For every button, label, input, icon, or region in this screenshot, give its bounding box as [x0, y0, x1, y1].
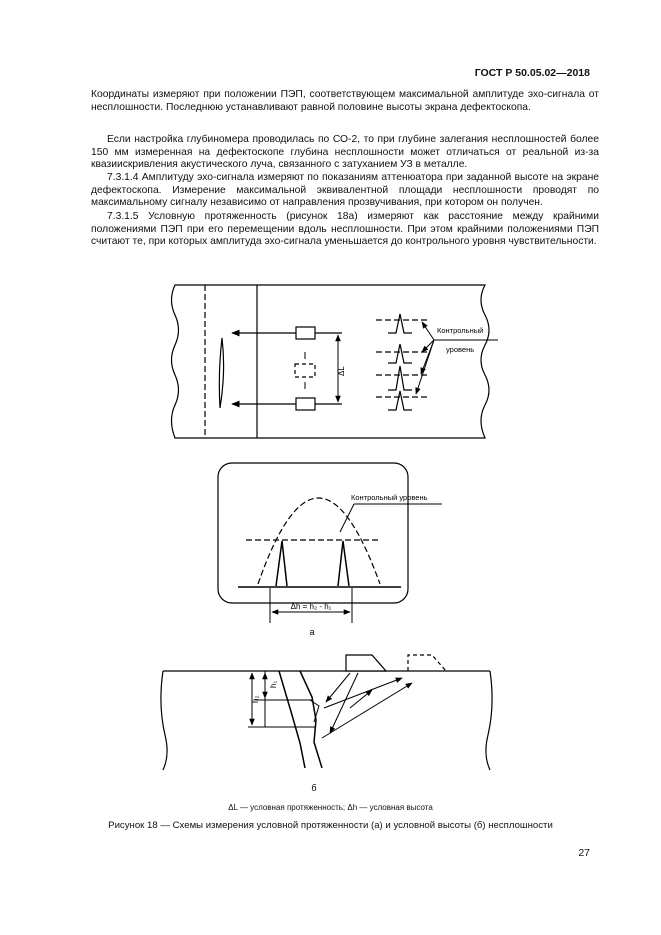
transducer-solid	[346, 655, 386, 671]
screen-diagram	[218, 463, 442, 623]
transducer-dashed	[408, 655, 446, 671]
paragraph-depth-setting: Если настройка глубиномера проводилась по СО-2, то при глубине залегания несплошностей более 150 мм измеренная на дефектоскопе глубина несплошности может отличаться от реальной из-за квазиискривления акустического луча, связанного с затуханием УЗ в металле.	[91, 134, 599, 171]
subfigure-a-label: а	[309, 627, 315, 637]
oscillogram-4	[376, 391, 428, 410]
plan-view-diagram	[172, 285, 499, 438]
subfigure-b-label: б	[311, 783, 317, 793]
delta-l-label: ΔL	[337, 366, 346, 376]
oscillogram-1	[376, 314, 428, 333]
paragraph-7-3-1-5: 7.3.1.5 Условную протяженность (рисунок 18а) измеряют как расстояние между крайними положениями ПЭП при его перемещении вдоль несплошности. При этом крайними положениями ПЭП считают те, при которых амплитуда эхо-сигнала уменьшается до контрольного уровня чувствительности.	[91, 211, 599, 248]
oscillogram-3	[376, 366, 428, 390]
delta-h-formula: Δh = h₂ - h₁	[290, 602, 332, 611]
h2-label: h₂	[251, 695, 260, 703]
document-header: ГОСТ Р 50.05.02—2018	[474, 67, 590, 79]
figure-caption: Рисунок 18 — Схемы измерения условной протяженности (а) и условной высоты (б) несплошности	[108, 820, 553, 831]
page-number: 27	[578, 847, 590, 859]
figure-legend: ΔL — условная протяженность; Δh — условная высота	[228, 803, 433, 812]
transducer-middle	[295, 364, 315, 377]
transducer-upper	[296, 327, 315, 339]
amplitude-envelope	[258, 498, 380, 584]
crack-right	[300, 671, 322, 768]
crack-left	[279, 671, 305, 768]
top-label-line1: Контрольный	[437, 326, 484, 335]
transducer-lower	[296, 398, 315, 410]
paragraph-7-3-1-4: 7.3.1.4 Амплитуду эхо-сигнала измеряют по показаниям аттенюатора при заданной высоте на экране дефектоскопа. Измерение максимальной эквивалентной площади несплошности проводят по максимальному сигналу независимо от направления прозвучивания, при котором он получен.	[91, 172, 599, 209]
paragraph-coordinates: Координаты измеряют при положении ПЭП, соответствующем максимальной амплитуде эхо-сигнала от несплошности. Последнюю устанавливают равной половине высоты экрана дефектоскопа.	[91, 89, 599, 113]
top-label-line2: уровень	[446, 345, 475, 354]
discontinuity-plan	[219, 338, 223, 408]
h1-label: h₁	[269, 680, 278, 688]
control-level-label: Контрольный уровень	[351, 493, 428, 502]
oscillogram-2	[376, 344, 428, 363]
section-diagram	[161, 655, 492, 770]
